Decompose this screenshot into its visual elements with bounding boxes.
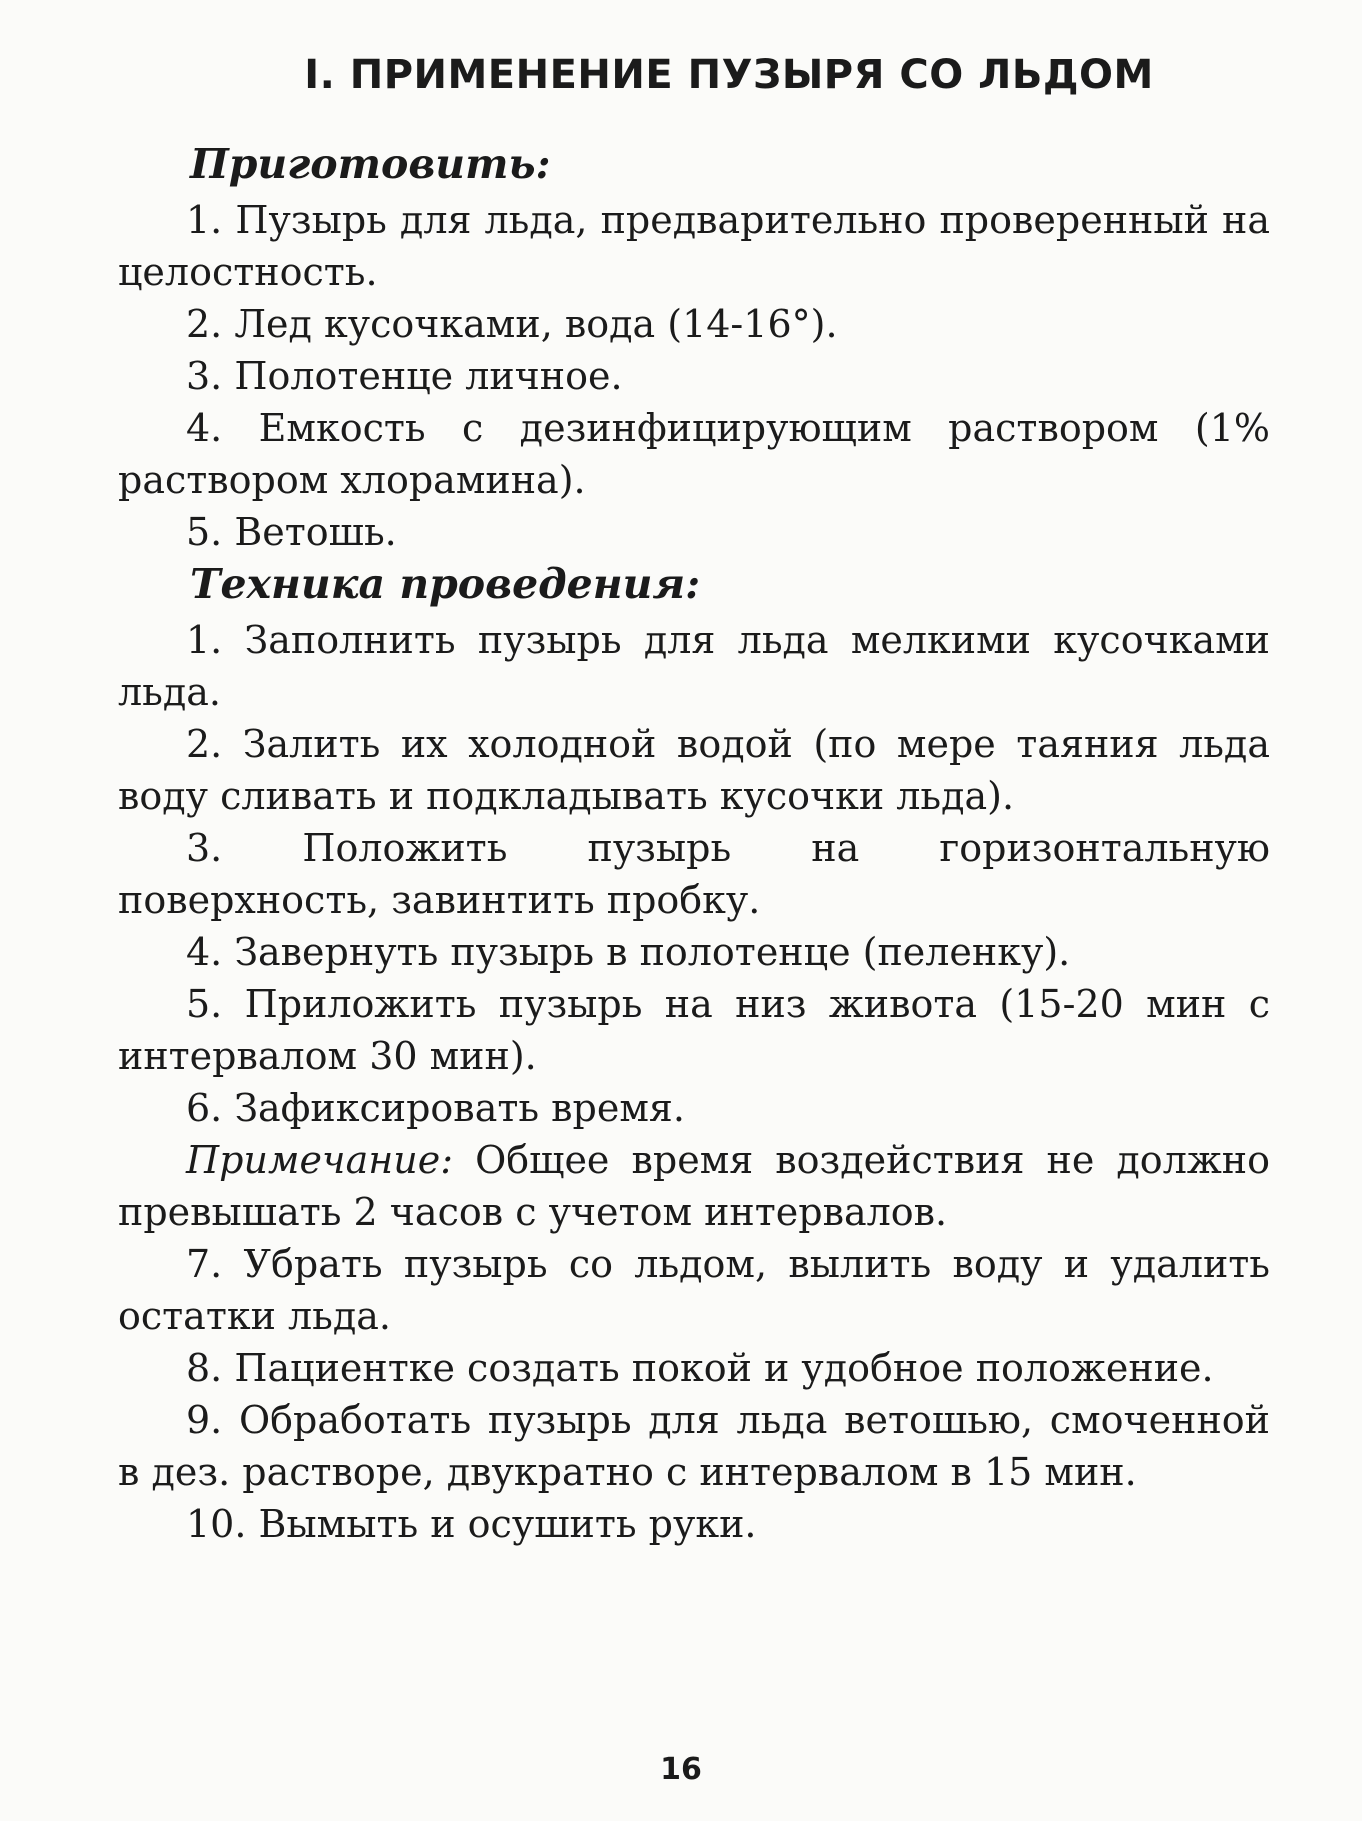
prepare-item: 2. Лед кусочками, вода (14-16°). <box>186 302 838 346</box>
technique-item: 8. Пациентке создать покой и удобное положение. <box>186 1346 1214 1390</box>
prepare-item: 3. Полотенце личное. <box>186 354 623 398</box>
note <box>118 1134 1270 1238</box>
note-label: Примечание: <box>186 1138 454 1182</box>
technique-item: 1. Заполнить пузырь для льда мелкими кусочками льда. <box>118 618 1270 714</box>
page-title: I. ПРИМЕНЕНИЕ ПУЗЫРЯ СО ЛЬДОМ <box>304 52 1154 98</box>
technique-item: 7. Убрать пузырь со льдом, вылить воду и удалить остатки льда. <box>118 1242 1270 1338</box>
technique-item: 9. Обработать пузырь для льда ветошью, смоченной в дез. растворе, двукратно с интервалом в 15 мин. <box>118 1398 1270 1494</box>
technique-item: 6. Зафиксировать время. <box>186 1086 685 1130</box>
technique-item: 4. Завернуть пузырь в полотенце (пеленку). <box>186 930 1071 974</box>
page-number: 16 <box>660 1752 702 1787</box>
technique-heading: Техника проведения: <box>190 560 701 608</box>
prepare-item: 1. Пузырь для льда, предварительно проверенный на целостность. <box>118 198 1270 294</box>
technique-item: 2. Залить их холодной водой (по мере таяния льда воду сливать и подкладывать кусочки льда). <box>118 722 1270 818</box>
prepare-heading: Приготовить: <box>190 140 551 188</box>
prepare-item: 4. Емкость с дезинфицирующим раствором (1% раствором хлорамина). <box>118 406 1270 502</box>
note-text: Общее время воздействия не должно превышать 2 часов с учетом интервалов. <box>118 1138 1270 1234</box>
technique-item: 3. Положить пузырь на горизонтальную поверхность, завинтить пробку. <box>118 826 1270 922</box>
technique-item: 10. Вымыть и осушить руки. <box>186 1502 757 1546</box>
technique-item: 5. Приложить пузырь на низ живота (15-20 мин с интервалом 30 мин). <box>118 982 1270 1078</box>
prepare-item: 5. Ветошь. <box>186 510 397 554</box>
